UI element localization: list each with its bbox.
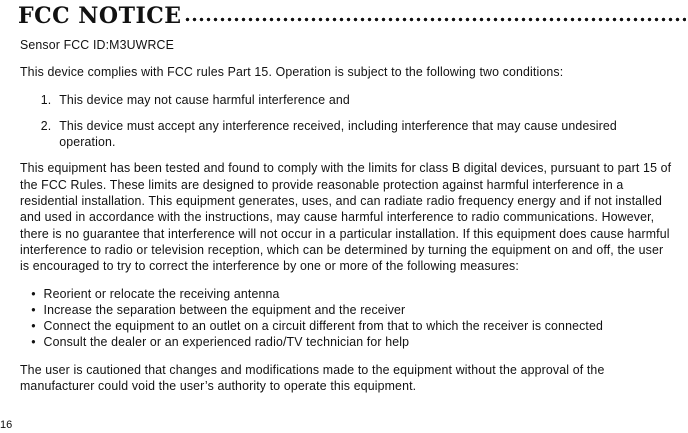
page-title: FCC NOTICE: [18, 3, 182, 28]
bullet-icon: •: [31, 302, 36, 317]
notice-body: [20, 37, 673, 394]
list-item-text: Connect the equipment to an outlet on a circuit different from that to which the receiver is connected: [43, 319, 604, 334]
list-item: [20, 286, 673, 302]
intro-text: This device complies with FCC rules Part 15. Operation is subject to the following two conditions:: [20, 65, 564, 80]
list-item-text: This device may not cause harmful interference and: [59, 92, 350, 107]
bullet-icon: •: [31, 319, 36, 334]
dot-leader: [184, 17, 686, 22]
bullet-icon: •: [31, 286, 36, 301]
compliance-paragraph: This equipment has been tested and found to comply with the limits for class B digital devices, pursuant to part 15 of the FCC Rules. These limits are designed to provide reasonable protection against harmful interference in a residential installation. This equipment generates, uses, and can radiate radio frequency energy and if not installed and used in accordance with the instructions, may cause harmful interference to radio communications. However, there is no guarantee that interference will not occur in a particular installation. If this equipment does cause harmful interference to radio or television reception, which can be determined by turning the equipment on and off, the user is encouraged to try to correct the interference by one or more of the following measures:: [20, 161, 672, 274]
list-item: [20, 318, 673, 334]
list-item-text: Consult the dealer or an experienced radio/TV technician for help: [43, 335, 410, 350]
list-item: [20, 302, 673, 318]
list-item-text: Reorient or relocate the receiving antenna: [43, 286, 280, 301]
caution-paragraph: The user is cautioned that changes and modifications made to the equipment without the approval of the manufacturer could void the user’s authority to operate this equipment.: [20, 362, 605, 394]
sensor-id: Sensor FCC ID:M3UWRCE: [20, 38, 174, 52]
page-number: 16: [0, 419, 13, 431]
list-item: [20, 118, 673, 151]
list-item: [20, 92, 673, 108]
conditions-list: [20, 92, 673, 151]
list-number: 2.: [40, 118, 52, 133]
list-item: [20, 334, 673, 350]
title-row: [18, 2, 686, 28]
list-item-text: This device must accept any interference received, including interference that may cause undesired operation.: [59, 118, 617, 150]
list-item-text: Increase the separation between the equipment and the receiver: [43, 302, 406, 317]
bullet-icon: •: [31, 335, 36, 350]
list-number: 1.: [40, 92, 52, 107]
measures-list: [20, 286, 673, 351]
